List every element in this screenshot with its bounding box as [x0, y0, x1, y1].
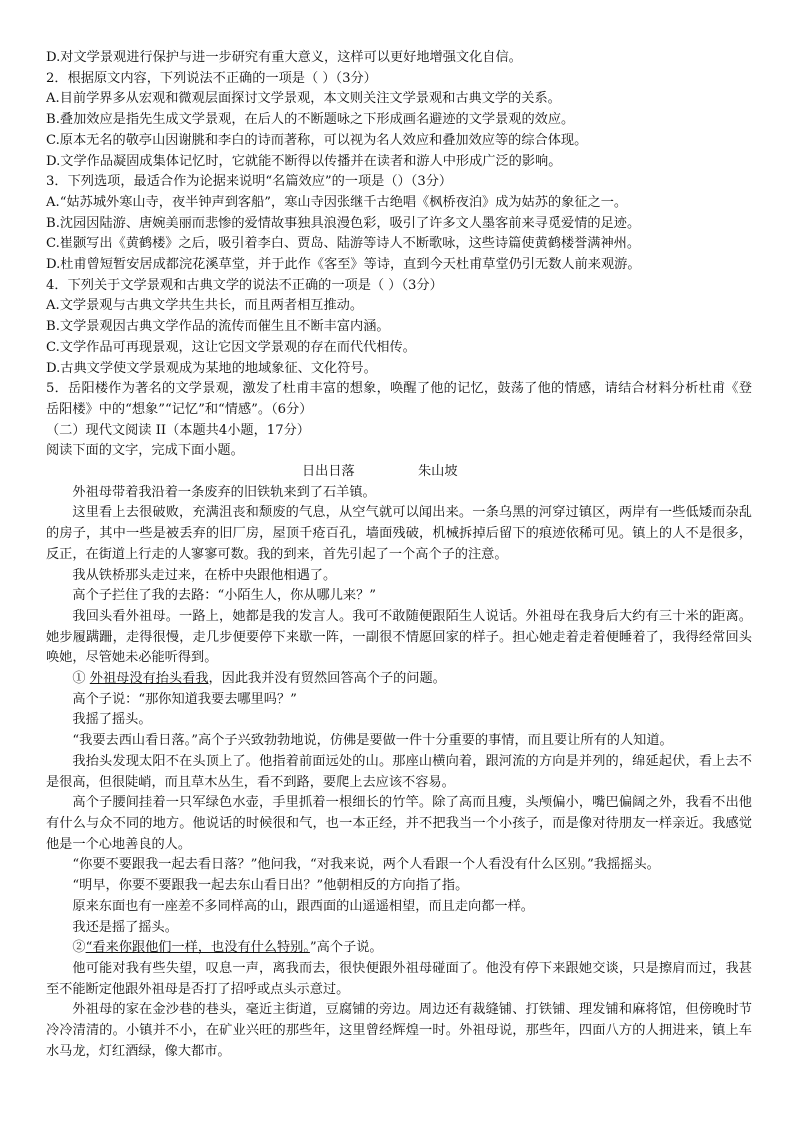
paragraph: 高个子说：“那你知道我要去哪里吗？”: [72, 691, 297, 707]
paragraph: 我从铁桥那头走过来，在桥中央跟他相遇了。: [72, 567, 337, 583]
option-2d: D.文学作品凝固成集体记忆时，它就能不断得以传播并在读者和游人中形成广泛的影响。: [46, 153, 562, 169]
paragraph-text: ，因此我并没有贸然回答高个子的问题。: [208, 671, 446, 687]
paragraph-marked-1: [46, 669, 752, 690]
marker-2: ②: [72, 940, 86, 956]
paragraph: 我抬头发现太阳不在头顶上了。他指着前面远处的山。那座山横向着，跟河流的方向是并列的，绵延起伏，看上去不是很高，但很陡峭，而且草木丛生，看不到路，要爬上去应该不容易。: [46, 753, 752, 790]
option-4a: A.文学景观与古典文学共生共长，而且两者相互推动。: [46, 298, 364, 314]
paragraph: 高个子拦住了我的去路：“小陌生人，你从哪儿来？”: [72, 588, 376, 604]
option-3b: B.沈园因陆游、唐婉美丽而悲惨的爱情故事独具浪漫色彩，吸引了许多文人墨客前来寻觅爱情的足迹。: [46, 215, 641, 231]
question-5: 5．岳阳楼作为著名的文学景观，激发了杜甫丰富的想象，唤醒了他的记忆，鼓荡了他的情感，请结合材料分析杜甫《登岳阳楼》中的“想象”“记忆”和“情感”。（6分）: [46, 381, 752, 417]
paragraph: “你要不要跟我一起去看日落？”他问我，“对我来说，两个人看跟一个人看没有什么区别。”我摇摇头。: [72, 857, 660, 873]
option-4d: D.古典文学使文学景观成为某地的地域象征、文化符号。: [46, 360, 377, 376]
paragraph: 高个子腰间挂着一只军绿色水壶，手里抓着一根细长的竹竿。除了高而且瘦，头颅偏小，嘴巴偏阔之外，我看不出他有什么与众不同的地方。他说话的时候很和气，也一本正经，并不把我当一个小孩子，而是像对待朋友一样亲近。我感觉他是一个心地善良的人。: [46, 795, 752, 852]
option-3a: A.“姑苏城外寒山寺，夜半钟声到客船”，寒山寺因张继千古绝唱《枫桥夜泊》成为姑苏的象征之一。: [46, 194, 628, 210]
paragraph: 我还是摇了摇头。: [72, 919, 178, 935]
underlined-sentence-1: 外祖母没有抬头看我: [89, 671, 209, 687]
option-2b: B.叠加效应是指先生成文学景观，在后人的不断题咏之下形成画名避迹的文学景观的效应。: [46, 112, 575, 128]
option-4c: C.文学作品可再现景观，这让它因文学景观的存在而代代相传。: [46, 339, 416, 355]
paragraph: 我回头看外祖母。一路上，她都是我的发言人。我可不敢随便跟陌生人说话。外祖母在我身后大约有三十米的距离。她步履蹒跚，走得很慢，走几步便要停下来歇一阵，一副很不情愿回家的样子。担心她走着走着便睡着了，我得经常回头唤她，尽管她未必能听得到。: [46, 608, 752, 666]
essay-header: [46, 462, 752, 483]
question-3-stem: 3．下列选项，最适合作为论据来说明“名篇效应”的一项是（）（3分）: [46, 174, 453, 190]
section-heading: （二）现代文阅读 II（本题共4小题，17分）: [46, 422, 310, 438]
paragraph: 他可能对我有些失望，叹息一声，离我而去，很快便跟外祖母碰面了。他没有停下来跟她交谈，只是擦肩而过，我甚至不能断定他跟外祖母是否打了招呼或点头示意过。: [46, 960, 752, 997]
paragraph: “明早，你要不要跟我一起去东山看日出？”他朝相反的方向指了指。: [72, 878, 469, 894]
paragraph-text: ”高个子说。: [309, 940, 383, 956]
paragraph: 原来东面也有一座差不多同样高的山，跟西面的山遥遥相望，而且走向都一样。: [72, 898, 534, 914]
reading-instruction: 阅读下面的文字，完成下面小题。: [46, 443, 244, 459]
paragraph-marked-2: [46, 938, 752, 959]
option-4b: B.文学景观因古典文学作品的流传而催生且不断丰富内涵。: [46, 319, 390, 335]
underlined-sentence-2: “看来你跟他们一样，也没有什么特别。: [85, 940, 310, 956]
question-line: D.对文学景观进行保护与进一步研究有重大意义，这样可以更好地增强文化自信。: [46, 50, 522, 65]
essay-author: 朱山坡: [418, 464, 458, 480]
essay-title: 日出日落: [302, 464, 355, 480]
paragraph: 外祖母带着我沿着一条废弃的旧铁轨来到了石羊镇。: [72, 484, 376, 500]
document-page: [46, 48, 752, 1062]
question-4-stem: 4．下列关于文学景观和古典文学的说法不正确的一项是（ ）（3分）: [46, 277, 443, 293]
option-3d: D.杜甫曾短暂安居成都浣花溪草堂，并于此作《客至》等诗，直到今天杜甫草堂仍引无数人前来观游。: [46, 257, 641, 273]
paragraph: 外祖母的家在金沙巷的巷头，毫近主街道，豆腐铺的旁边。周边还有裁缝铺、打铁铺、理发铺和麻将馆，但傍晚时节冷冷清清的。小镇并不小，在矿业兴旺的那些年，这里曾经辉煌一时。外祖母说，那些年，四面八方的人拥进来，镇上车水马龙，灯红酒绿，像大都市。: [46, 1002, 752, 1059]
paragraph: 这里看上去很破败，充满沮丧和颓废的气息，从空气就可以闻出来。一条乌黑的河穿过镇区，两岸有一些低矮而杂乱的房子，其中一些是被丢弃的旧厂房，屋顶千疮百孔，墙面残破，机械拆掉后留下的痕迹依稀可见。镇上的人不是很多，反正，在街道上行走的人寥寥可数。我的到来，首先引起了一个高个子的注意。: [46, 505, 752, 562]
paragraph: “我要去西山看日落。”高个子兴致勃勃地说，仿佛是要做一件十分重要的事情，而且要让所有的人知道。: [72, 733, 673, 749]
paragraph: 我摇了摇头。: [72, 712, 152, 728]
option-2a: A.目前学界多从宏观和微观层面探讨文学景观，本文则关注文学景观和古典文学的关系。: [46, 91, 561, 107]
option-2c: C.原本无名的敬亭山因谢朓和李白的诗而著称，可以视为名人效应和叠加效应等的综合体现。: [46, 132, 588, 148]
marker-1: ①: [72, 671, 86, 687]
question-2-stem: 2．根据原文内容，下列说法不正确的一项是（ ）（3分）: [46, 70, 377, 86]
option-3c: C.崔颢写出《黄鹤楼》之后，吸引着李白、贾岛、陆游等诗人不断歌咏，这些诗篇使黄鹤楼誉满神州。: [46, 236, 641, 252]
